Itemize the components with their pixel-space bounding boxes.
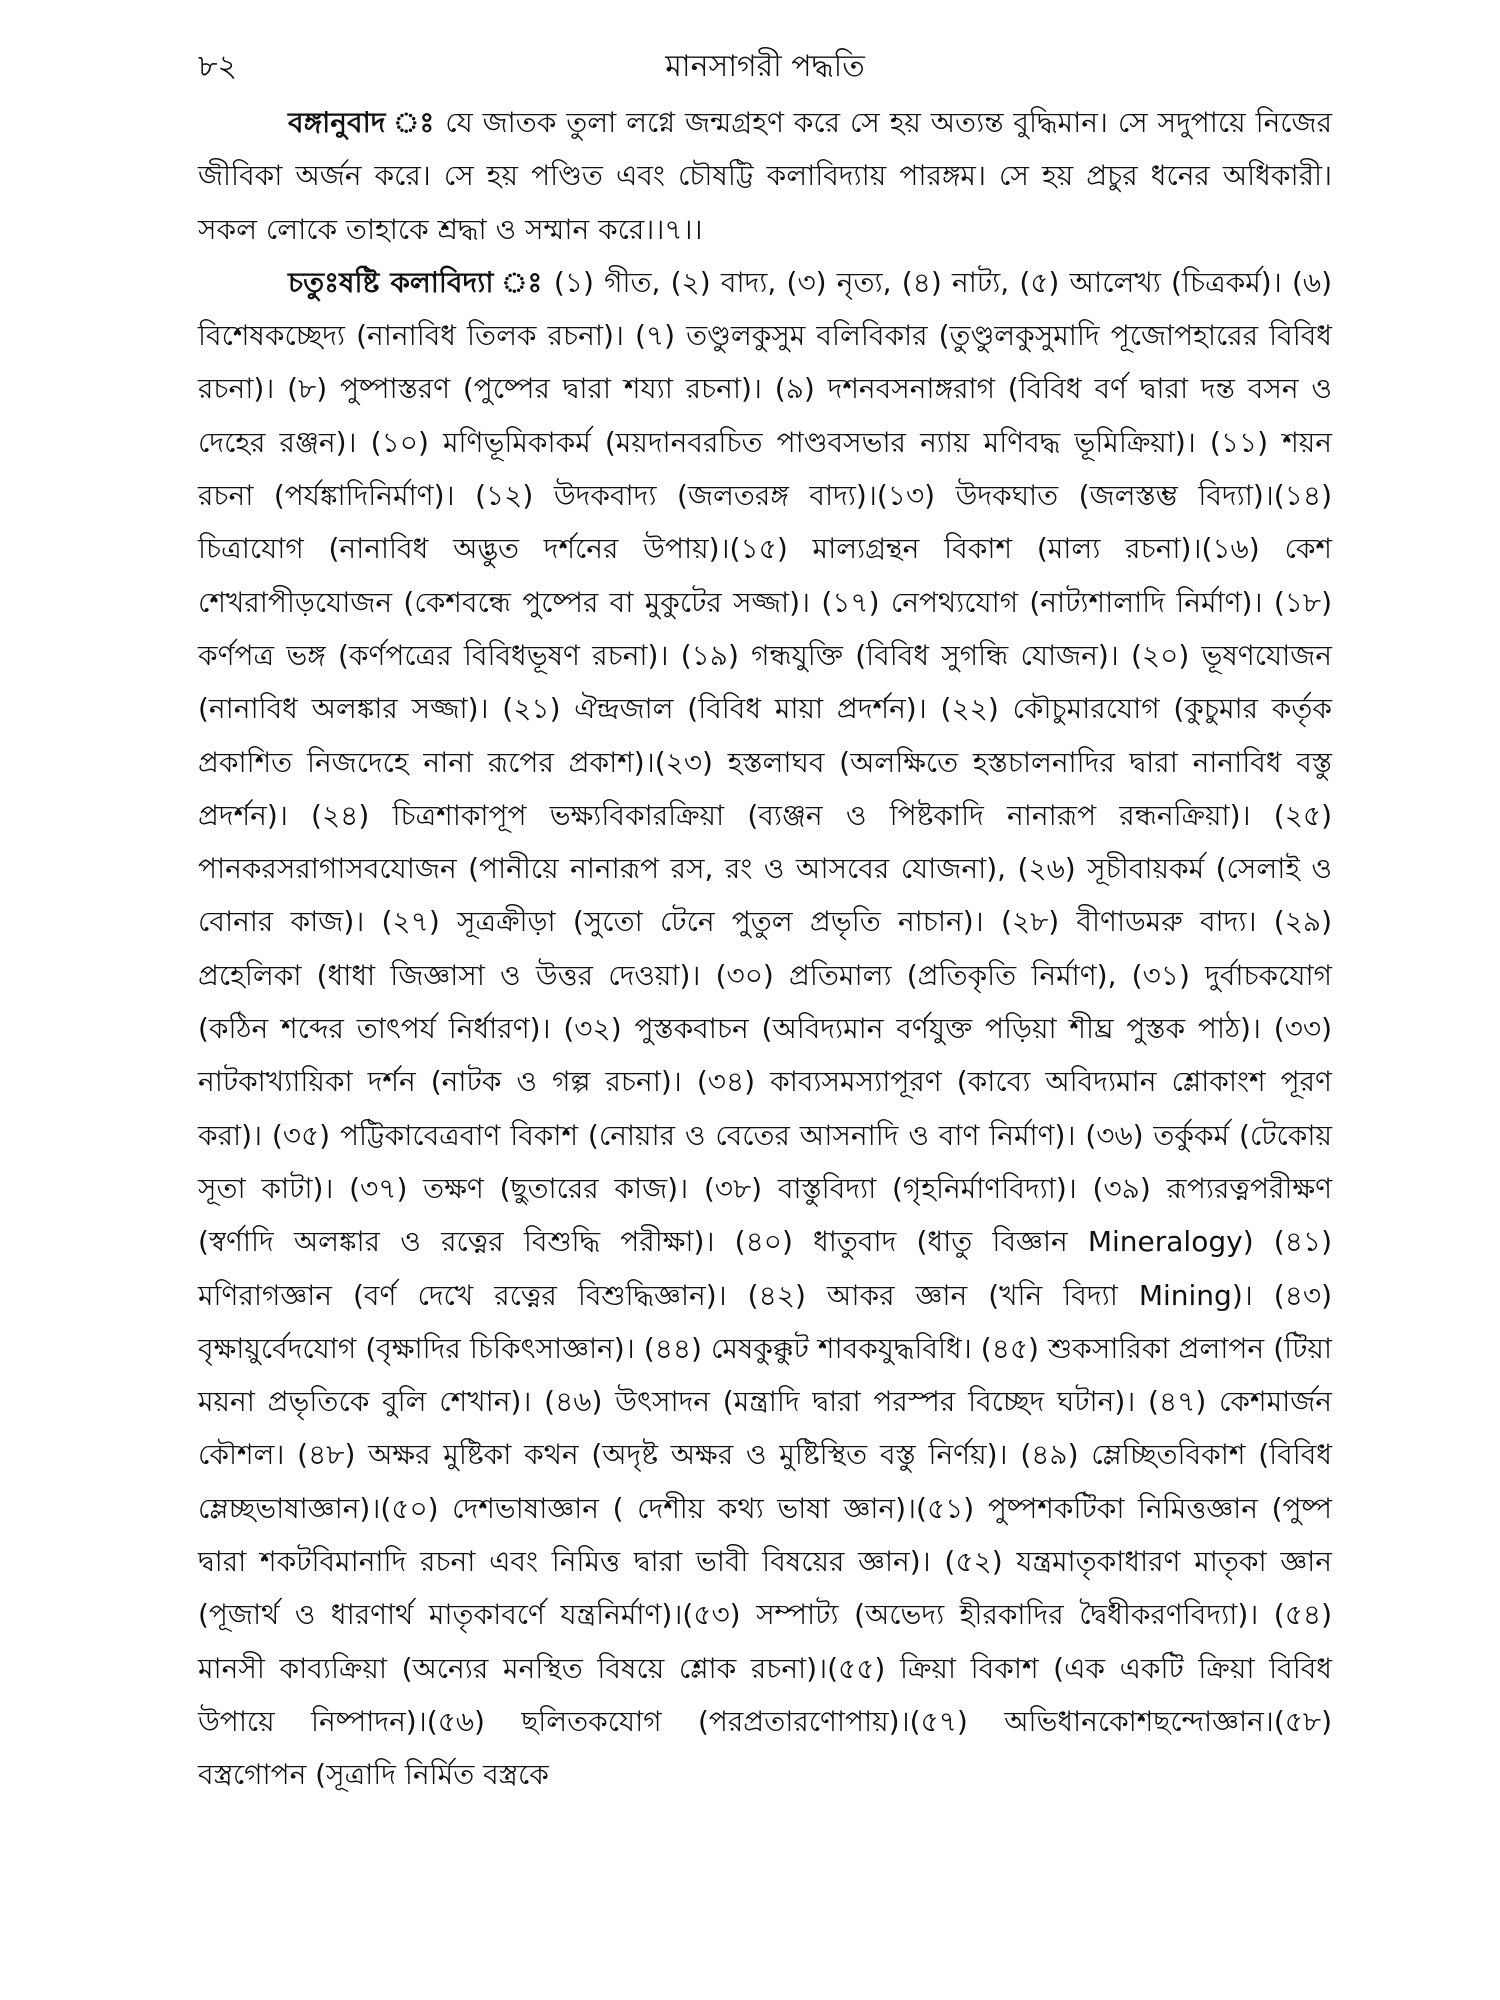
translation-paragraph — [198, 96, 1332, 256]
translation-label: বঙ্গানুবাদ ঃ — [288, 106, 436, 139]
page-header — [198, 38, 1332, 86]
arts-paragraph — [198, 256, 1332, 1802]
page-number: ৮২ — [198, 49, 237, 84]
arts-text: (১) গীত, (২) বাদ্য, (৩) নৃত্য, (৪) নাট্য, (৫) আলেখ্য (চিত্রকর্ম)। (৬) বিশেষকচ্ছেদ্য (নানাবিধ তিলক রচনা)। (৭) তণ্ডুলকুসুম বলিবিকার (তুণ্ডুলকুসুমাদি পূজোপহারের বিবিধ রচনা)। (৮) পুষ্পাস্তরণ (পুষ্পের দ্বারা শয্যা রচনা)। (৯) দশনবসনাঙ্গরাগ (বিবিধ বর্ণ দ্বারা দন্ত বসন ও দেহের রঞ্জন)। (১০) মণিভূমিকাকর্ম (ময়দানবরচিত পাণ্ডবসভার ন্যায় মণিবদ্ধ ভূমিক্রিয়া)। (১১) শয়ন রচনা (পর্যঙ্কাদিনির্মাণ)। (১২) উদকবাদ্য (জলতরঙ্গ বাদ্য)।(১৩) উদকঘাত (জলস্তম্ভ বিদ্যা)।(১৪) চিত্রাযোগ (নানাবিধ অদ্ভুত দর্শনের উপায়)।(১৫) মাল্যগ্রন্থন বিকাশ (মাল্য রচনা)।(১৬) কেশ শেখরাপীড়যোজন (কেশবন্ধে পুষ্পের বা মুকুটের সজ্জা)। (১৭) নেপথ্যযোগ (নাট্যশালাদি নির্মাণ)। (১৮) কর্ণপত্র ভঙ্গ (কর্ণপত্রের বিবিধভূষণ রচনা)। (১৯) গন্ধযুক্তি (বিবিধ সুগন্ধি যোজন)। (২০) ভূষণযোজন (নানাবিধ অলঙ্কার সজ্জা)। (২১) ঐন্দ্রজাল (বিবিধ মায়া প্রদর্শন)। (২২) কৌচুমারযোগ (কুচুমার কর্তৃক প্রকাশিত নিজদেহে নানা রূপের প্রকাশ)।(২৩) হস্তলাঘব (অলক্ষিতে হস্তচালনাদির দ্বারা নানাবিধ বস্তু প্রদর্শন)। (২৪) চিত্রশাকাপূপ ভক্ষ্যবিকারক্রিয়া (ব্যঞ্জন ও পিষ্টকাদি নানারূপ রন্ধনক্রিয়া)। (২৫) পানকরসরাগাসবযোজন (পানীয়ে নানারূপ রস, রং ও আসবের যোজনা), (২৬) সূচীবায়কর্ম (সেলাই ও বোনার কাজ)। (২৭) সূত্রক্রীড়া (সুতো টেনে পুতুল প্রভৃতি নাচান)। (২৮) বীণাডমরু বাদ্য। (২৯) প্রহেলিকা (ধাধা জিজ্ঞাসা ও উত্তর দেওয়া)। (৩০) প্রতিমাল্য (প্রতিকৃতি নির্মাণ), (৩১) দুর্বাচকযোগ (কঠিন শব্দের তাৎপর্য নির্ধারণ)। (৩২) পুস্তকবাচন (অবিদ্যমান বর্ণযুক্ত পড়িয়া শীঘ্র পুস্তক পাঠ)। (৩৩) নাটকাখ্যায়িকা দর্শন (নাটক ও গল্প রচনা)। (৩৪) কাব্যসমস্যাপূরণ (কাব্যে অবিদ্যমান শ্লোকাংশ পূরণ করা)। (৩৫) পট্টিকাবেত্রবাণ বিকাশ (নোয়ার ও বেতের আসনাদি ও বাণ নির্মাণ)। (৩৬) তর্কুকর্ম (টেকোয় সূতা কাটা)। (৩৭) তক্ষণ (ছুতারের কাজ)। (৩৮) বাস্তুবিদ্যা (গৃহনির্মাণবিদ্যা)। (৩৯) রূপ্যরত্নপরীক্ষণ (স্বর্ণাদি অলঙ্কার ও রত্নের বিশুদ্ধি পরীক্ষা)। (৪০) ধাতুবাদ (ধাতু বিজ্ঞান Mineralogy) (৪১) মণিরাগজ্ঞান (বর্ণ দেখে রত্নের বিশুদ্ধিজ্ঞান)। (৪২) আকর জ্ঞান (খনি বিদ্যা Mining)। (৪৩) বৃক্ষায়ুর্বেদযোগ (বৃক্ষাদির চিকিৎসাজ্ঞান)। (৪৪) মেষকুক্কুট শাবকযুদ্ধবিধি। (৪৫) শুকসারিকা প্রলাপন (টিয়া ময়না প্রভৃতিকে বুলি শেখান)। (৪৬) উৎসাদন (মন্ত্রাদি দ্বারা পরস্পর বিচ্ছেদ ঘটান)। (৪৭) কেশমার্জন কৌশল। (৪৮) অক্ষর মুষ্টিকা কথন (অদৃষ্ট অক্ষর ও মুষ্টিস্থিত বস্তু নির্ণয়)। (৪৯) ম্লেচ্ছিতবিকাশ (বিবিধ ম্লেচ্ছভাষাজ্ঞান)।(৫০) দেশভাষাজ্ঞান ( দেশীয় কথ্য ভাষা জ্ঞান)।(৫১) পুষ্পশকটিকা নিমিত্তজ্ঞান (পুষ্প দ্বারা শকটবিমানাদি রচনা এবং নিমিত্ত দ্বারা ভাবী বিষয়ের জ্ঞান)। (৫২) যন্ত্রমাতৃকাধারণ মাতৃকা জ্ঞান (পূজার্থ ও ধারণার্থ মাতৃকাবর্ণে যন্ত্রনির্মাণ)।(৫৩) সম্পাট্য (অভেদ্য হীরকাদির দ্বৈধীকরণবিদ্যা)। (৫৪) মানসী কাব্যক্রিয়া (অন্যের মনস্থিত বিষয়ে শ্লোক রচনা)।(৫৫) ক্রিয়া বিকাশ (এক একটি ক্রিয়া বিবিধ উপায়ে নিষ্পাদন)।(৫৬) ছলিতকযোগ (পরপ্রতারণোপায়)।(৫৭) অভিধানকোশছন্দোজ্ঞান।(৫৮) বস্ত্রগোপন (সূত্রাদি নির্মিত বস্ত্রকে — [198, 265, 1333, 1792]
arts-label: চতুঃষষ্টি কলাবিদ্যা ঃ — [288, 265, 544, 299]
running-title: মানসাগরী পদ্ধতি — [665, 49, 865, 84]
translation-text: যে জাতক তুলা লগ্নে জন্মগ্রহণ করে সে হয় অত্যন্ত বুদ্ধিমান। সে সদুপায়ে নিজের জীবিকা অর্জন করে। সে হয় পণ্ডিত এবং চৌষট্টি কলাবিদ্যায় পারঙ্গম। সে হয় প্রচুর ধনের অধিকারী। সকল লোকে তাহাকে শ্রদ্ধা ও সম্মান করে।।৭।। — [198, 106, 1332, 246]
